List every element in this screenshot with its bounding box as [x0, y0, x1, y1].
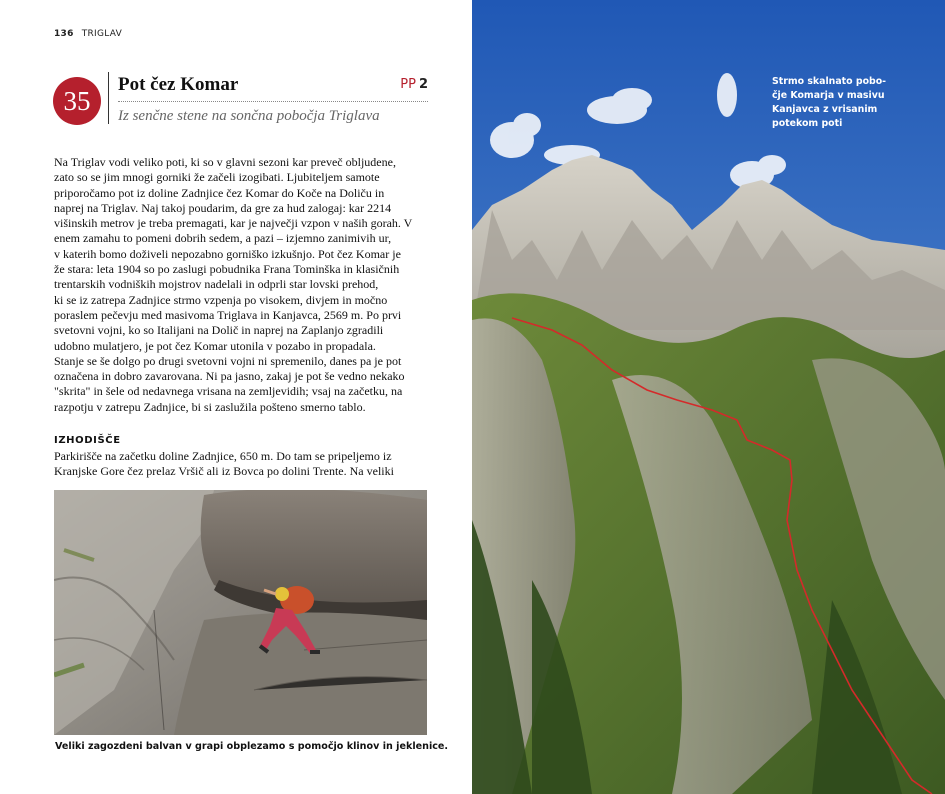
difficulty-prefix: PP: [400, 77, 416, 92]
difficulty-value: 2: [418, 77, 428, 92]
running-head: [54, 29, 122, 39]
route-subtitle: Iz senčne stene na sončna pobočja Triglava: [118, 108, 380, 124]
title-dotted-rule: [118, 101, 428, 102]
intro-text: [54, 155, 430, 415]
text-line: v katerih bomo doživeli nepozabno gorniško izkušnjo. Pot čez Komar je: [54, 246, 401, 261]
text-line: trentarskih vodniških mojstrov nadelali in odprli star lovski prehod,: [54, 277, 379, 292]
text-line: ki se iz zatrepa Zadnjice strmo vzpenja po visokem, divjem in močno: [54, 292, 388, 307]
text-line: enem zamahu to pomeni dobrih sedem, a pazi – izjemno zanimivih ur,: [54, 231, 392, 246]
text-line: naprej na Triglav. Naj takoj poudarim, da gre za hud zalogaj: kar 2214: [54, 200, 392, 215]
caption-line: čje Komarja v masivu: [772, 90, 885, 101]
text-line: zato so se jim mnogi gorniki že začeli izogibati. Ljubiteljem samote: [54, 170, 380, 185]
text-line: Parkirišče na začetku doline Zadnjice, 650 m. Do tam se pripeljemo iz: [54, 449, 392, 463]
text-line: "skrita" in šele od nedavnega vrisana na zemljevidih; vsaj na začetku, na: [54, 384, 403, 399]
left-page: [0, 0, 472, 794]
title-divider: [108, 72, 109, 124]
start-text: [54, 449, 430, 480]
text-line: razpotju v zatrepu Zadnjice, bi si zaslužila pošteno smerno tablo.: [54, 399, 366, 414]
start-heading: IZHODIŠČE: [54, 435, 121, 446]
route-title: Pot čez Komar: [118, 74, 239, 95]
climber-photo-caption: Veliki zagozdeni balvan v grapi obplezamo s pomočjo klinov in jeklenice.: [55, 741, 449, 752]
climber-photo-illustration: [54, 490, 427, 735]
text-line: priporočamo pot iz doline Zadnjice čez Komar do Koče na Doliču in: [54, 185, 385, 200]
route-number-badge: 35: [53, 77, 101, 125]
mountain-photo: [472, 0, 945, 794]
climber-photo: [54, 490, 427, 735]
text-line: udobno mulatjero, je pot čez Komar utonila v pozabo in propadala.: [54, 338, 376, 353]
text-line: višinskih metrov je treba premagati, kar je največji vzpon v naših gorah. V: [54, 216, 413, 231]
text-line: poraslem pečevju med masivoma Triglava in Kanjavca, 2569 m. Po prvi: [54, 307, 402, 322]
text-line: Kranjske Gore čez prelaz Vršič ali iz Bovca po dolini Trente. Na veliki: [54, 464, 394, 479]
section-name: TRIGLAV: [81, 29, 123, 39]
text-line: označena in dobro zavarovana. Ni pa jasno, zakaj je pot še vedno nekako: [54, 369, 405, 384]
text-line: Stanje se še dolgo po drugi svetovni vojni ni spremenilo, danes pa je pot: [54, 353, 402, 368]
difficulty-rating: [400, 77, 428, 92]
caption-line: Kanjavca z vrisanim: [772, 104, 878, 115]
text-line: že stara: leta 1904 so po zaslugi pobudnika Frana Tominška in klasičnih: [54, 262, 400, 277]
caption-line: potekom poti: [772, 118, 843, 129]
page-number: 136: [54, 29, 74, 39]
mountain-photo-caption: [772, 75, 932, 131]
caption-line: Strmo skalnato pobo-: [772, 76, 887, 87]
text-line: Na Triglav vodi veliko poti, ki so v glavni sezoni kar preveč obljudene,: [54, 155, 396, 169]
text-line: svetovni vojni, ko so Italijani na Dolič in naprej na Zaplanjo zgradili: [54, 323, 384, 338]
